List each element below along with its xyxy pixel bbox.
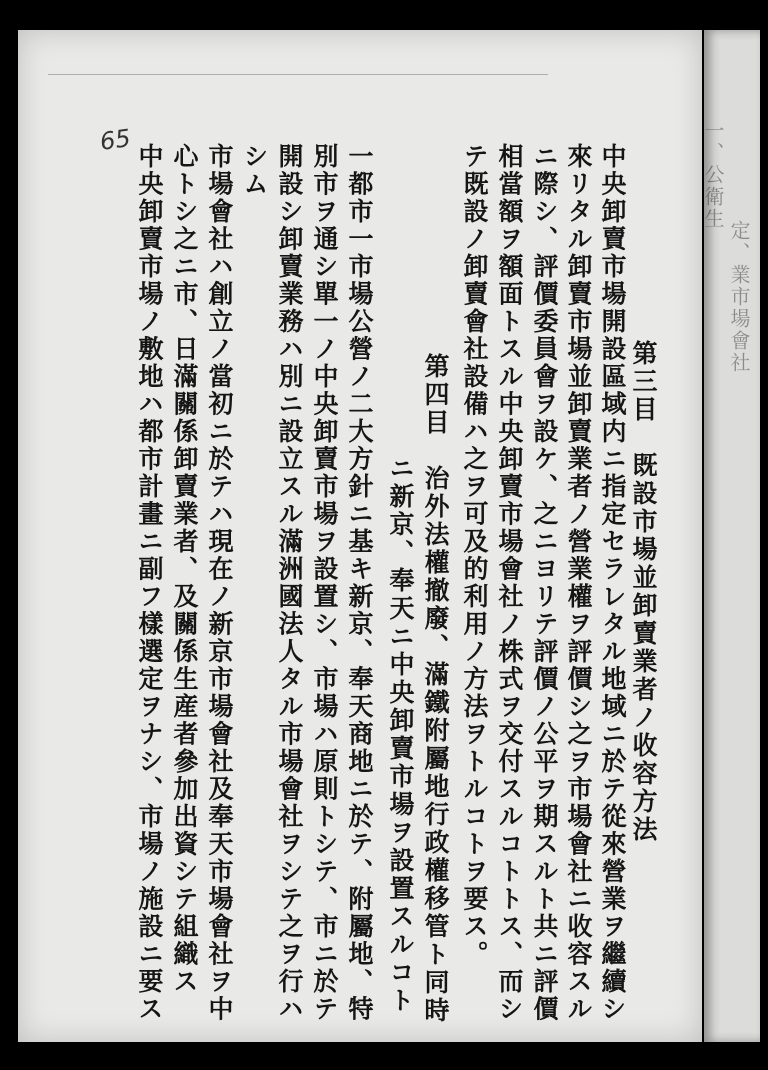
text-column: シム — [240, 143, 269, 198]
text-column: 相當額ヲ額面トスル中央卸賣市場會社ノ株式ヲ交付スルコトトス、而シ — [495, 143, 524, 1023]
bleed-column: 一、公衛生 — [701, 120, 725, 230]
text-column: 中央卸賣市場開設區域内ニ指定セラレタル地域ニ於テ從來營業ヲ繼續シ — [598, 143, 627, 1023]
text-column: 來リタル卸賣市場並卸賣業者ノ營業權ヲ評價シ之ヲ市場會社ニ收容スル — [564, 143, 593, 1023]
text-column: 開設シ卸賣業務ハ別ニ設立スル滿洲國法人タル市場會社ヲシテ之ヲ行ハ — [275, 143, 304, 1023]
section-heading-4: 第四目 治外法權撤廢、滿鐵附屬地行政權移管ト同時 — [421, 353, 450, 1025]
facing-page-edge — [701, 30, 760, 1042]
page-top-rule — [48, 74, 548, 75]
text-column: 一都市一市場公營ノ二大方針ニ基キ新京、奉天商地ニ於テ、附屬地、特 — [345, 143, 374, 1023]
text-column: ニ際シ、評價委員會ヲ設ケ、之ニヨリテ評價ノ公平ヲ期スルト共ニ評價 — [530, 143, 559, 1023]
page-number: 65 — [98, 124, 133, 156]
text-column: 別市ヲ通シ單一ノ中央卸賣市場ヲ設置シ、市場ハ原則トシテ、市ニ於テ — [310, 143, 339, 1023]
section-heading-4-cont: ニ新京、奉天ニ中央卸賣市場ヲ設置スルコト — [386, 455, 415, 1015]
text-column: 中央卸賣市場ノ敷地ハ都市計畫ニ副フ樣選定ヲナシ、市場ノ施設ニ要ス — [135, 143, 164, 1023]
text-column: 市場會社ハ創立ノ當初ニ於テハ現在ノ新京市場會社及奉天市場會社ヲ中 — [205, 143, 234, 1023]
text-column: 心トシ之ニ市、日滿關係卸賣業者、及關係生産者參加出資シテ組織ス — [170, 143, 199, 996]
bleed-column: 定、業市場會社 — [727, 220, 751, 374]
text-column: テ既設ノ卸賣會社設備ハ之ヲ可及的利用ノ方法ヲトルコトヲ要ス。 — [460, 143, 489, 968]
section-heading-3: 第三目 既設市場並卸賣業者ノ收容方法 — [629, 340, 658, 844]
